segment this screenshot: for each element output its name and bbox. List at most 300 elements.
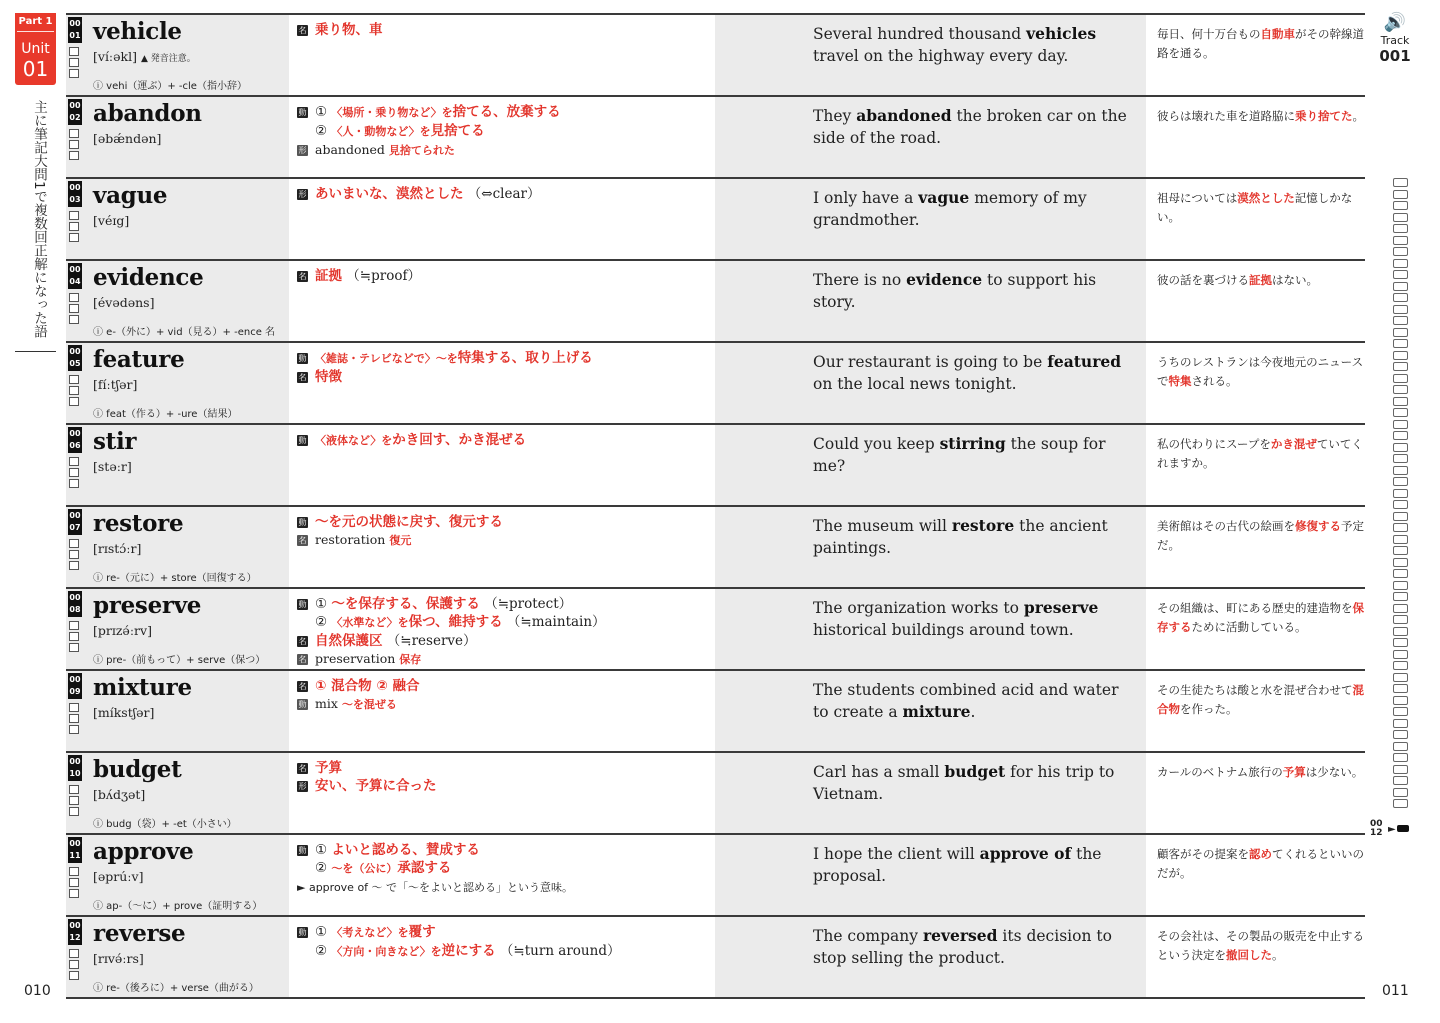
part-of-speech-badge: 動 [298,518,307,527]
example-keyword: featured [1047,352,1122,371]
entry-number-badge [68,919,82,945]
review-checkboxes [69,375,79,408]
word-column [66,671,289,751]
example-column [715,507,1146,587]
example-sentence: The museum will restore the ancient paintings. [813,516,1108,557]
translation-keyword: 保存する [1157,601,1364,634]
review-checkboxes [69,129,79,162]
sense-number: ① [315,596,332,612]
translation-column [1146,425,1365,505]
derived-meaning: 見捨てられた [388,144,455,157]
definitions [297,21,383,39]
vocab-entry [66,259,1365,341]
definition-line [297,695,419,714]
review-checkbox[interactable] [69,796,79,805]
part-of-speech-badge: 名 [298,26,307,35]
progress-marker-icon: ► [1388,824,1396,835]
review-checkboxes [69,293,79,326]
progress-box[interactable] [1393,719,1408,728]
pronunciation: [rɪstɔ́ːr] [93,541,142,556]
sense-number: ① [315,924,332,940]
sense-number: ② [315,943,332,959]
example-sentence: Several hundred thousand vehicles travel on the highway every day. [813,24,1097,65]
progress-checklist [1393,178,1408,811]
word-column [66,343,289,423]
progress-box[interactable] [1393,707,1408,716]
entry-number-bottom: 09 [69,687,81,696]
vocab-entry [66,833,1365,915]
progress-box[interactable] [1393,673,1408,682]
translation-sentence: その会社は、その製品の販売を中止するという決定を撤回した。 [1157,929,1364,962]
review-checkbox[interactable] [69,539,79,548]
example-keyword: abandoned [856,106,952,125]
entry-number-top: 00 [69,757,81,766]
progress-box[interactable] [1393,569,1408,578]
definition-meaning: 捨てる、放棄する [452,104,561,120]
translation-column [1146,589,1365,669]
example-column [715,343,1146,423]
synonym-note: （≒protect） [479,596,573,612]
headword: approve [93,838,194,865]
part-of-speech-badge: 動 [298,928,307,937]
headword: stir [93,428,137,455]
headword: mixture [93,674,192,701]
sense-number: ① [315,104,332,120]
translation-sentence: 祖母については漠然とした記憶しかない。 [1157,191,1353,224]
definition-line [297,777,437,795]
etymology: ⓘ ap-（～に）+ prove（証明する） [93,901,263,912]
etymology: ⓘ feat（作る）+ -ure（結果） [93,409,238,420]
translation-sentence: 毎日、何十万台もの自動車がその幹線道路を通る。 [1157,27,1364,60]
entry-number-bottom: 08 [69,605,81,614]
definitions [297,677,419,714]
review-checkbox[interactable] [69,386,79,395]
definitions [297,185,540,203]
review-checkboxes [69,457,79,490]
entry-number-badge [68,509,82,535]
example-keyword: mixture [902,702,971,721]
definition-column [289,425,715,505]
entry-number-badge [68,427,82,453]
example-column [715,671,1146,751]
translation-sentence: 私の代わりにスープをかき混ぜていてくれますか。 [1157,437,1363,470]
translation-keyword: かき混ぜ [1270,437,1317,451]
progress-box[interactable] [1393,431,1408,440]
sense-number: ② [315,614,332,630]
definition-meaning: 安い、予算に合った [315,778,437,794]
review-checkboxes [69,211,79,244]
definition-line [297,942,620,961]
definition-column [289,589,715,669]
review-checkbox[interactable] [69,714,79,723]
progress-box[interactable] [1393,178,1408,187]
review-checkbox[interactable] [69,960,79,969]
definition-column [289,507,715,587]
example-column [715,835,1146,915]
pronunciation: [əbǽndən] [93,131,162,146]
vocab-entry [66,13,1365,95]
page-number-left: 010 [24,983,51,999]
review-checkbox[interactable] [69,304,79,313]
definition-meaning: ① 混合物 ② 融合 [315,678,420,694]
progress-box[interactable] [1393,201,1408,210]
progress-box[interactable] [1393,328,1408,337]
progress-box[interactable] [1393,661,1408,670]
pronunciation-note: ▲ 発音注意。 [141,54,196,64]
progress-current-indicator [1397,825,1409,832]
review-checkboxes [69,47,79,80]
progress-box[interactable] [1393,604,1408,613]
translation-sentence: 顧客がその提案を認めてくれるといいのだが。 [1157,847,1364,880]
entry-number-bottom: 10 [69,769,81,778]
entry-number-bottom: 04 [69,277,81,286]
entry-number-top: 00 [69,19,81,28]
translation-keyword: 認め [1249,847,1272,861]
derived-word: abandoned [315,142,389,157]
translation-keyword: 特集 [1168,374,1192,388]
pronunciation: [fíːtʃər] [93,377,138,392]
progress-box[interactable] [1393,351,1408,360]
definition-line [297,531,503,550]
review-checkbox[interactable] [69,468,79,477]
track-number: 001 [1379,47,1411,65]
definition-line [297,103,561,122]
headword: abandon [93,100,202,127]
example-keyword: vague [918,188,970,207]
entry-number-badge [68,263,82,289]
progress-box[interactable] [1393,316,1408,325]
example-keyword: restore [951,516,1015,535]
translation-column [1146,671,1365,751]
progress-box[interactable] [1393,443,1408,452]
translation-sentence: カールのベトナム旅行の予算は少ない。 [1157,765,1364,779]
part-label: Part 1 [18,16,53,27]
definition-meaning: 証拠 [315,268,342,284]
review-checkboxes [69,949,79,982]
synonym-note: （≒proof） [342,268,421,284]
definitions [297,349,593,386]
entry-number-top: 00 [69,101,81,110]
progress-box[interactable] [1393,466,1408,475]
translation-column [1146,261,1365,341]
progress-box[interactable] [1393,581,1408,590]
headword: preserve [93,592,202,619]
review-checkbox[interactable] [69,58,79,67]
review-checkbox[interactable] [69,867,79,876]
progress-box[interactable] [1393,259,1408,268]
definition-meaning: 見捨てる [430,123,485,139]
word-column [66,15,289,95]
definition-column [289,343,715,423]
example-column [715,97,1146,177]
progress-box[interactable] [1393,397,1408,406]
translation-column [1146,507,1365,587]
progress-box[interactable] [1393,477,1408,486]
word-column [66,179,289,259]
part-of-speech-badge: 動 [298,354,307,363]
sense-number: ① [315,842,332,858]
review-checkbox[interactable] [69,151,79,160]
entry-number-top: 00 [69,265,81,274]
entry-number-badge [68,837,82,863]
vocab-entry [66,423,1365,505]
example-sentence: Carl has a small budget for his trip to Vietnam. [813,762,1115,803]
translation-column [1146,917,1365,997]
progress-box[interactable] [1393,247,1408,256]
review-checkbox[interactable] [69,375,79,384]
definition-line [297,141,561,160]
review-checkbox[interactable] [69,785,79,794]
definitions [297,103,561,160]
entry-number-badge [68,99,82,125]
translation-sentence: 彼らは壊れた車を道路脇に乗り捨てた。 [1157,109,1364,123]
progress-box[interactable] [1393,650,1408,659]
review-checkbox[interactable] [69,725,79,734]
part-of-speech-badge: 名 [298,637,307,646]
review-checkboxes [69,539,79,572]
sense-number: ② [315,860,332,876]
definition-line [297,122,561,141]
review-checkbox[interactable] [69,807,79,816]
progress-box[interactable] [1393,615,1408,624]
progress-box[interactable] [1393,535,1408,544]
vocabulary-list [66,13,1365,999]
progress-box[interactable] [1393,408,1408,417]
definition-meaning: あいまいな、漠然とした [315,186,464,202]
definition-line [297,859,573,878]
example-column [715,753,1146,833]
progress-box[interactable] [1393,765,1408,774]
review-checkbox[interactable] [69,211,79,220]
translation-sentence: うちのレストランは今夜地元のニュースで特集される。 [1157,355,1364,388]
review-checkbox[interactable] [69,949,79,958]
review-checkbox[interactable] [69,457,79,466]
pronunciation: [rɪvə́ːrs] [93,951,144,966]
unit-number: 01 [22,57,49,81]
progress-box[interactable] [1393,362,1408,371]
entry-number-top: 00 [69,839,81,848]
word-column [66,425,289,505]
vocab-entry [66,915,1365,999]
etymology: ⓘ vehi（運ぶ）+ -cle（指小辞） [93,81,247,92]
translation-sentence: 美術館はその古代の絵画を修復する予定だ。 [1157,519,1364,552]
definitions [297,595,606,669]
synonym-note: （≒reserve） [382,633,477,649]
progress-box[interactable] [1393,684,1408,693]
review-checkbox[interactable] [69,222,79,231]
progress-box[interactable] [1393,224,1408,233]
part-of-speech-badge: 形 [298,782,307,791]
example-sentence: The company reversed its decision to stop selling the product. [813,926,1112,967]
example-sentence: The students combined acid and water to create a mixture. [813,681,1119,721]
example-sentence: They abandoned the broken car on the side of the road. [813,106,1127,147]
definitions [297,841,573,897]
sense-context: 〈方向・向きなど〉を [331,945,442,958]
sense-context: 〈考えなど〉を [331,926,409,939]
definition-line [297,349,593,368]
review-checkbox[interactable] [69,69,79,78]
page-number-right: 011 [1382,983,1409,999]
entry-number-bottom: 07 [69,523,81,532]
definition-column [289,917,715,997]
progress-box[interactable] [1393,776,1408,785]
review-checkbox[interactable] [69,397,79,406]
etymology: ⓘ re-（後ろに）+ verse（曲がる） [93,983,259,994]
derived-meaning: ～を混ぜる [341,698,397,711]
definition-meaning: 乗り物、車 [315,22,383,38]
part-of-speech-badge: 名 [298,272,307,281]
vocab-entry [66,587,1365,669]
progress-box[interactable] [1393,374,1408,383]
example-sentence: I only have a vague memory of my grandmother. [813,188,1087,229]
translation-column [1146,753,1365,833]
definition-column [289,753,715,833]
definition-meaning: 逆にする [441,943,496,959]
definition-column [289,261,715,341]
progress-box[interactable] [1393,489,1408,498]
definition-column [289,15,715,95]
progress-box[interactable] [1393,523,1408,532]
part-of-speech-badge: 名 [298,373,307,382]
synonym-note: （⇔clear） [463,186,541,202]
progress-box[interactable] [1393,753,1408,762]
progress-box[interactable] [1393,270,1408,279]
vocab-entry [66,177,1365,259]
progress-box[interactable] [1393,638,1408,647]
review-checkboxes [69,867,79,900]
progress-box[interactable] [1393,627,1408,636]
review-checkbox[interactable] [69,233,79,242]
progress-box[interactable] [1393,799,1408,808]
entry-number-bottom: 02 [69,113,81,122]
progress-box[interactable] [1393,385,1408,394]
sense-context: 〈場所・乗り物など〉を [331,106,453,119]
part-of-speech-badge: 名 [298,764,307,773]
progress-box[interactable] [1393,305,1408,314]
headword: budget [93,756,182,783]
etymology: ⓘ pre-（前もって）+ serve（保つ） [93,655,266,666]
example-sentence: There is no evidence to support his story. [813,270,1097,311]
definition-meaning: 自然保護区 [315,633,383,649]
definition-line [297,368,593,386]
progress-box[interactable] [1393,730,1408,739]
review-checkbox[interactable] [69,632,79,641]
pronunciation: [stəːr] [93,459,132,474]
pronunciation: [véɪg] [93,213,130,228]
pronunciation: [prɪzə́ːrv] [93,623,152,638]
progress-box[interactable] [1393,500,1408,509]
speaker-icon[interactable]: 🔊 [1383,12,1407,33]
review-checkbox[interactable] [69,550,79,559]
review-checkbox[interactable] [69,293,79,302]
review-checkbox[interactable] [69,703,79,712]
definition-meaning: 特集する、取り上げる [457,350,593,366]
progress-box[interactable] [1393,696,1408,705]
sense-number: ② [315,123,332,139]
definition-column [289,179,715,259]
review-checkbox[interactable] [69,561,79,570]
progress-box[interactable] [1393,282,1408,291]
definition-line [297,923,620,942]
section-heading: 主に筆記大問1で複数回正解になった語 [31,100,47,339]
progress-box[interactable] [1393,293,1408,302]
review-checkbox[interactable] [69,878,79,887]
progress-box[interactable] [1393,592,1408,601]
progress-box[interactable] [1393,546,1408,555]
progress-box[interactable] [1393,190,1408,199]
example-keyword: preserve [1023,598,1099,617]
entry-number-top: 00 [69,183,81,192]
unit-label: Unit [21,41,50,57]
progress-box[interactable] [1393,454,1408,463]
review-checkbox[interactable] [69,129,79,138]
progress-box[interactable] [1393,420,1408,429]
review-checkbox[interactable] [69,643,79,652]
progress-box[interactable] [1393,339,1408,348]
example-sentence: Our restaurant is going to be featured on the local news tonight. [813,352,1122,393]
translation-column [1146,343,1365,423]
progress-box[interactable] [1393,512,1408,521]
definition-line [297,650,606,669]
definitions [297,923,620,961]
word-column [66,507,289,587]
part-of-speech-badge: 名 [298,536,307,545]
word-column [66,753,289,833]
progress-box[interactable] [1393,213,1408,222]
entry-number-top: 00 [69,347,81,356]
review-checkbox[interactable] [69,140,79,149]
entry-number-bottom: 05 [69,359,81,368]
review-checkbox[interactable] [69,889,79,898]
review-checkboxes [69,621,79,654]
word-column [66,917,289,997]
audio-track[interactable] [1372,12,1418,65]
pronunciation: [víːəkl] ▲ 発音注意。 [93,49,196,64]
progress-box[interactable] [1393,236,1408,245]
review-checkbox[interactable] [69,315,79,324]
translation-keyword: 証拠 [1249,273,1272,287]
entry-number-top: 00 [69,921,81,930]
unit-tab-divider [17,31,54,32]
entry-number-badge [68,755,82,781]
translation-column [1146,835,1365,915]
review-checkbox[interactable] [69,621,79,630]
progress-box[interactable] [1393,742,1408,751]
entry-number-top: 00 [69,429,81,438]
review-checkbox[interactable] [69,971,79,980]
review-checkboxes [69,703,79,736]
definition-meaning: かき回す、かき混ぜる [392,432,527,448]
example-column [715,917,1146,997]
progress-box[interactable] [1393,558,1408,567]
example-sentence: The organization works to preserve historical buildings around town. [813,598,1099,639]
translation-sentence: 彼の話を裏づける証拠はない。 [1157,273,1318,287]
sense-context: 〈人・動物など〉を [331,125,431,138]
example-column [715,179,1146,259]
part-of-speech-badge: 名 [298,655,307,664]
word-column [66,261,289,341]
example-keyword: stirring [939,434,1006,453]
review-checkbox[interactable] [69,47,79,56]
review-checkbox[interactable] [69,479,79,488]
entry-number-bottom: 11 [69,851,81,860]
definition-meaning: 保つ、維持する [408,614,503,630]
sense-context: 〈液体など〉を [315,434,393,447]
progress-box[interactable] [1393,788,1408,797]
translation-keyword: 乗り捨てた [1295,109,1353,123]
synonym-note: （≒turn around） [495,943,621,959]
definition-meaning: よいと認める、賛成する [331,842,480,858]
